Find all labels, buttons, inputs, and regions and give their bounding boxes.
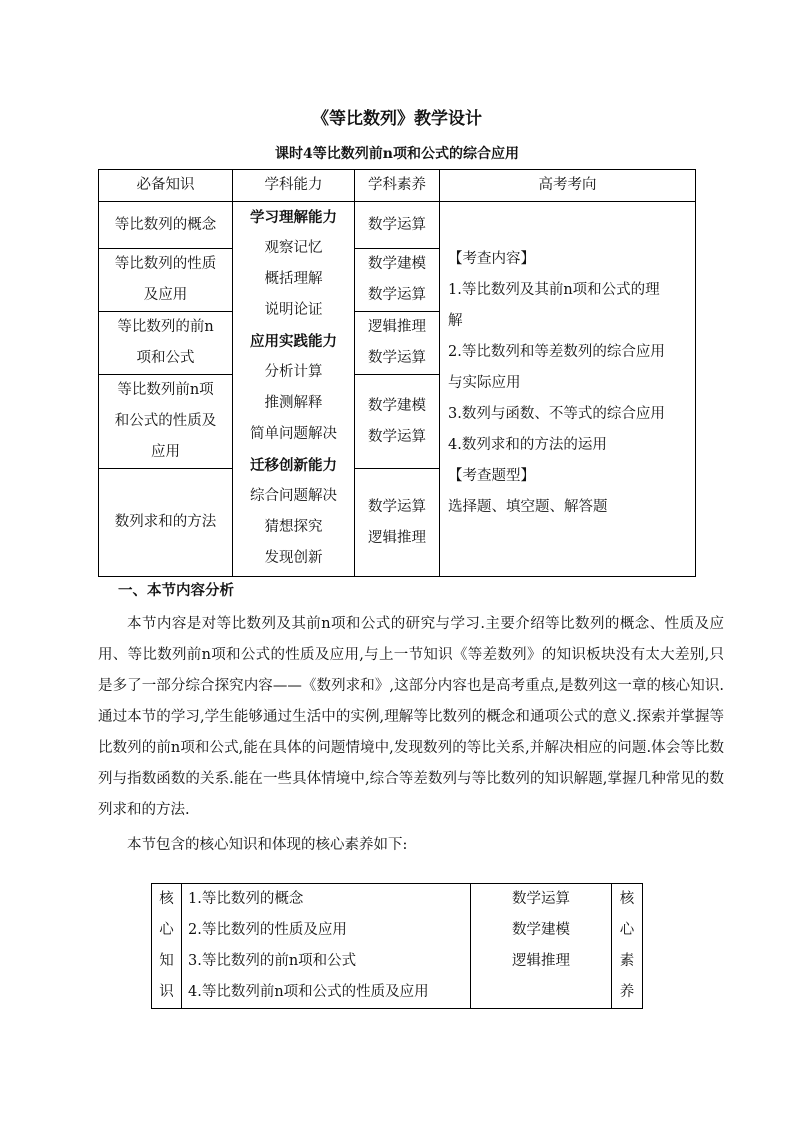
core-knowledge-list — [182, 884, 471, 1009]
header-exam-direction: 高考考向 — [440, 170, 696, 202]
literacy-cell: 逻辑推理 数学运算 — [355, 312, 440, 375]
list-item: 逻辑推理 — [512, 953, 570, 969]
overview-header-row — [99, 170, 696, 202]
intro-paragraph: 本节包含的核心知识和体现的核心素养如下: — [127, 837, 408, 853]
literacy-cell: 数学运算 逻辑推理 — [355, 469, 440, 577]
lesson-subtitle: 课时4等比数列前n项和公式的综合应用 — [275, 146, 519, 162]
header-literacy: 学科素养 — [355, 170, 440, 202]
list-item: 2.等比数列的性质及应用 — [188, 922, 347, 938]
ability-cell: 学习理解能力 观察记忆 概括理解 说明论证 应用实践能力 分析计算 推测解释 简单问题解决 迁移创新能力 综合问题解决 猜想探究 发现创新 — [233, 202, 355, 577]
core-literacy-list — [471, 884, 612, 1009]
knowledge-cell: 等比数列的概念 — [99, 202, 233, 249]
knowledge-cell: 等比数列的性质 及应用 — [99, 249, 233, 312]
core-knowledge-label: 核 心 知 识 — [152, 884, 182, 1009]
exam-direction-cell: 【考查内容】 1.等比数列及其前n项和公式的理 解 2.等比数列和等差数列的综合应用 与实际应用 3.数列与函数、不等式的综合应用 4.数列求和的方法的运用 【考查题型】 选择题、填空题、解答题 — [440, 202, 696, 577]
literacy-cell: 数学建模 数学运算 — [355, 375, 440, 469]
list-item: 数学建模 — [512, 922, 570, 938]
core-literacy-label: 核 心 素 养 — [612, 884, 643, 1009]
header-knowledge: 必备知识 — [99, 170, 233, 202]
list-item: 4.等比数列前n项和公式的性质及应用 — [188, 984, 429, 1000]
header-ability: 学科能力 — [233, 170, 355, 202]
knowledge-cell: 等比数列的前n 项和公式 — [99, 312, 233, 375]
list-item: 数学运算 — [512, 891, 570, 907]
literacy-cell: 数学建模 数学运算 — [355, 249, 440, 312]
document-title: 《等比数列》教学设计 — [312, 109, 482, 129]
section-heading: 一、本节内容分析 — [118, 582, 234, 599]
knowledge-cell: 等比数列前n项 和公式的性质及 应用 — [99, 375, 233, 469]
list-item: 1.等比数列的概念 — [188, 891, 304, 907]
knowledge-cell: 数列求和的方法 — [99, 469, 233, 577]
literacy-cell: 数学运算 — [355, 202, 440, 249]
list-item: 3.等比数列的前n项和公式 — [188, 953, 357, 969]
content-analysis-paragraph: 本节内容是对等比数列及其前n项和公式的研究与学习.主要介绍等比数列的概念、性质及应用、等比数列前n项和公式的性质及应用,与上一节知识《等差数列》的知识板块没有太大差别,只是多了一部分综合探究内容——《数列求和》,这部分内容也是高考重点,是数列这一章的核心知识.通过本节的学习,学生能够通过生活中的实例,理解等比数列的概念和通项公式的意义.探索并掌握等比数列的前n项和公式,能在具体的问题情境中,发现数列的等比关系,并解决相应的问题.体会等比数列与指数函数的关系.能在一些具体情境中,综合等差数列与等比数列的知识解题,掌握几种常见的数列求和的方法. — [98, 616, 724, 818]
overview-table — [98, 169, 696, 577]
core-summary-table — [151, 883, 643, 1009]
